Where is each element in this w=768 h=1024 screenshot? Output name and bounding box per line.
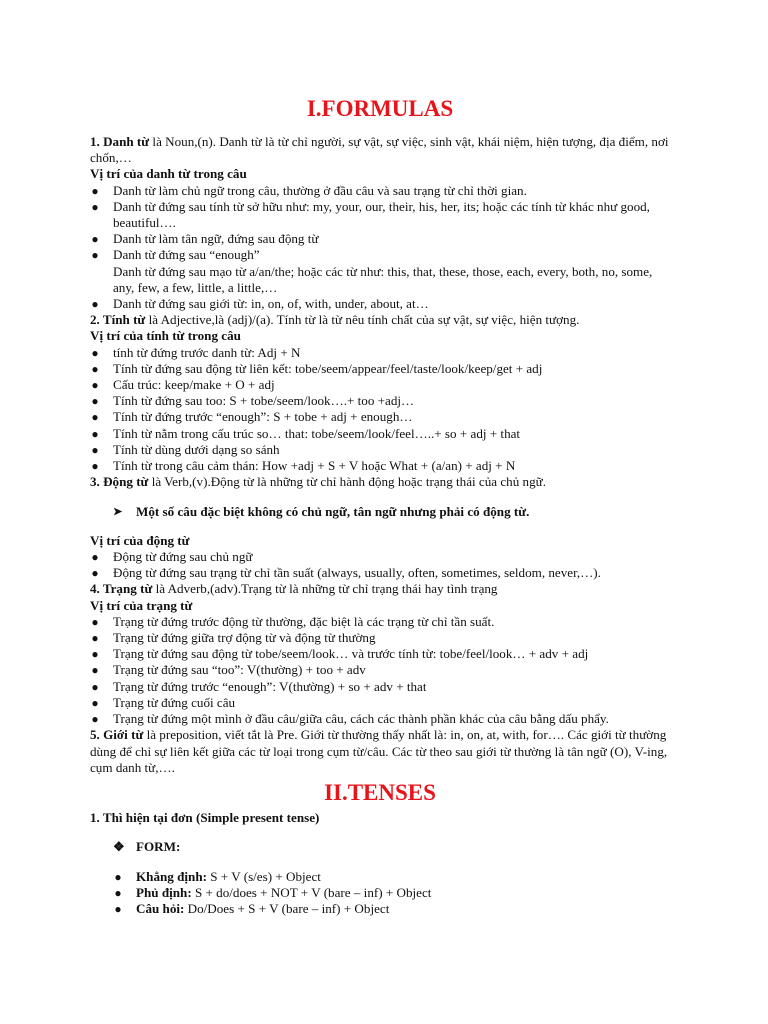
list-item: ● Danh từ đứng sau “enough”: [91, 247, 260, 263]
list-item: ● tính từ đứng trước danh từ: Adj + N: [91, 344, 301, 360]
bullet-icon: ●: [91, 550, 99, 565]
bullet-icon: ●: [91, 631, 99, 646]
list-item: ● Danh từ làm chủ ngữ trong câu, thường ở đầu câu và sau trạng từ chỉ thời gian.: [91, 182, 527, 198]
bullet-icon: ●: [91, 394, 99, 409]
bullet-icon: ●: [91, 410, 99, 425]
bullet-icon: ●: [91, 712, 99, 727]
list-item: ● Tính từ dùng dưới dạng so sánh: [91, 441, 280, 457]
list-item: ● Tính từ nằm trong cấu trúc so… that: tobe/seem/look/feel…..+ so + adj + that: [91, 425, 521, 441]
list-item: ● Trạng từ đứng trước “enough”: V(thường) + so + adv + that: [91, 678, 427, 694]
preposition-definition: [90, 727, 670, 776]
bullet-icon: ●: [114, 869, 122, 884]
bullet-icon: ●: [91, 695, 99, 710]
four-diamond-icon: ❖: [113, 839, 125, 855]
bullet-icon: ●: [91, 459, 99, 474]
list-item: ● Danh từ làm tân ngữ, đứng sau động từ: [91, 231, 319, 247]
verb-definition: [90, 474, 670, 490]
noun-text: là Noun,(n). Danh từ là từ chỉ người, sự vật, sự việc, sinh vật, khái niệm, hiện tượng, địa điểm, nơi chốn,…: [90, 134, 669, 166]
noun-continuation: Danh từ đứng sau mạo từ a/an/the; hoặc các từ như: this, that, these, those, each, every, both, no, some, any, few, a few, little, a little,…: [113, 263, 653, 295]
verb-note: ➤ Một số câu đặc biệt không có chủ ngữ, tân ngữ nhưng phải có động từ.: [113, 503, 530, 519]
bullet-icon: ●: [91, 442, 99, 457]
list-item: ● Danh từ đứng sau giới từ: in, on, of, with, under, about, at…: [91, 296, 429, 312]
adverb-position-heading: Vị trí của trạng từ: [90, 597, 193, 613]
list-item: ● Khẳng định: S + V (s/es) + Object: [114, 868, 321, 884]
list-item: ● Tính từ đứng sau động từ liên kết: tobe/seem/appear/feel/taste/look/keep/get + adj: [91, 360, 543, 376]
list-item: ● Tính từ đứng sau too: S + tobe/seem/look….+ too +adj…: [91, 393, 415, 409]
noun-number: 1. Danh từ: [90, 134, 150, 149]
bullet-icon: ●: [91, 297, 99, 312]
verb-text: là Verb,(v).Động từ là những từ chỉ hành động hoặc trạng thái của chủ ngữ.: [148, 474, 547, 490]
adverb-list: [90, 614, 670, 727]
adjective-definition: [90, 312, 670, 328]
list-item: ● Cấu trúc: keep/make + O + adj: [91, 377, 275, 393]
noun-list: [90, 183, 670, 264]
adverb-definition: [90, 581, 670, 597]
verb-position-heading: Vị trí của động từ: [90, 532, 190, 548]
bullet-icon: ●: [91, 679, 99, 694]
list-item: ● Phủ định: S + do/does + NOT + V (bare – inf) + Object: [114, 884, 432, 900]
noun-definition: [90, 134, 670, 166]
bullet-icon: ●: [114, 885, 122, 900]
bullet-icon: ●: [91, 361, 99, 376]
bullet-icon: ●: [91, 199, 99, 214]
bullet-icon: ●: [91, 183, 99, 198]
bullet-icon: ●: [91, 378, 99, 393]
noun-list-end: [90, 296, 670, 312]
bullet-icon: ●: [91, 566, 99, 581]
bullet-icon: ●: [91, 232, 99, 247]
noun-position-heading: Vị trí của danh từ trong câu: [90, 166, 247, 182]
adjective-list: [90, 345, 670, 475]
form-label: ❖ FORM:: [113, 839, 181, 855]
bullet-icon: ●: [91, 647, 99, 662]
list-item: ● Trạng từ đứng sau động từ tobe/seem/look… và trước tính từ: tobe/feel/look… + adv + adj: [91, 646, 589, 662]
bullet-icon: ●: [91, 345, 99, 360]
list-item: ● Trạng từ đứng sau “too”: V(thường) + too + adv: [91, 662, 366, 678]
adjective-number: 2. Tính từ: [90, 312, 146, 328]
list-item: ● Tính từ trong câu cảm thán: How +adj + S + V hoặc What + (a/an) + adj + N: [91, 458, 516, 474]
bullet-icon: ●: [91, 248, 99, 263]
bullet-icon: ●: [114, 901, 122, 916]
preposition-number: 5. Giới từ: [90, 727, 144, 743]
list-item: ● Tính từ đứng trước “enough”: S + tobe + adj + enough…: [91, 409, 413, 425]
list-item: ● Câu hỏi: Do/Does + S + V (bare – inf) + Object: [114, 900, 390, 916]
adverb-text: là Adverb,(adv).Trạng từ là những từ chỉ trạng thái hay tình trạng: [152, 581, 498, 597]
section-title-formulas: I.FORMULAS: [306, 96, 454, 121]
document-content: [90, 92, 670, 917]
bullet-icon: ●: [91, 614, 99, 629]
bullet-icon: ●: [91, 663, 99, 678]
adjective-position-heading: Vị trí của tính từ trong câu: [90, 328, 241, 344]
list-item: ● Trạng từ đứng giữa trợ động từ và động từ thường: [91, 630, 376, 646]
adjective-text: là Adjective,là (adj)/(a). Tính từ là từ nêu tính chất của sự vật, sự việc, hiện tượng.: [145, 312, 580, 328]
list-item: ● Động từ đứng sau chủ ngữ: [91, 549, 253, 565]
tense-form-list: [90, 869, 670, 918]
list-item: ● Danh từ đứng sau tính từ sở hữu như: my, your, our, their, his, her, its; hoặc các tính từ khác như good, beautiful….: [91, 198, 650, 231]
adverb-number: 4. Trạng từ: [90, 581, 153, 597]
bullet-icon: ●: [91, 426, 99, 441]
list-item: ● Trạng từ đứng cuối câu: [91, 694, 236, 710]
list-item: ● Trạng từ đứng một mình ở đầu câu/giữa câu, cách các thành phần khác của câu bằng dấu phẩy.: [91, 711, 609, 727]
list-item: ● Động từ đứng sau trạng từ chỉ tần suất (always, usually, often, sometimes, seldom, never,…).: [91, 565, 601, 581]
preposition-text: là preposition, viết tắt là Pre. Giới từ thường thấy nhất là: in, on, at, with, for…. Các giới từ thường dùng để chỉ sự liên kết giữa các từ loại trong cụm từ/câu. Các từ theo sau giới từ thường là tân ngữ (O), V-ing, cụm danh từ,….: [90, 727, 668, 775]
arrowhead-right-icon: ➤: [113, 505, 123, 518]
verb-number: 3. Động từ: [90, 474, 149, 490]
section-title-tenses: II.TENSES: [324, 779, 436, 805]
tense-heading: 1. Thì hiện tại đơn (Simple present tense): [90, 809, 320, 825]
verb-list: [90, 549, 670, 581]
list-item: ● Trạng từ đứng trước động từ thường, đặc biệt là các trạng từ chỉ tần suất.: [91, 613, 495, 629]
